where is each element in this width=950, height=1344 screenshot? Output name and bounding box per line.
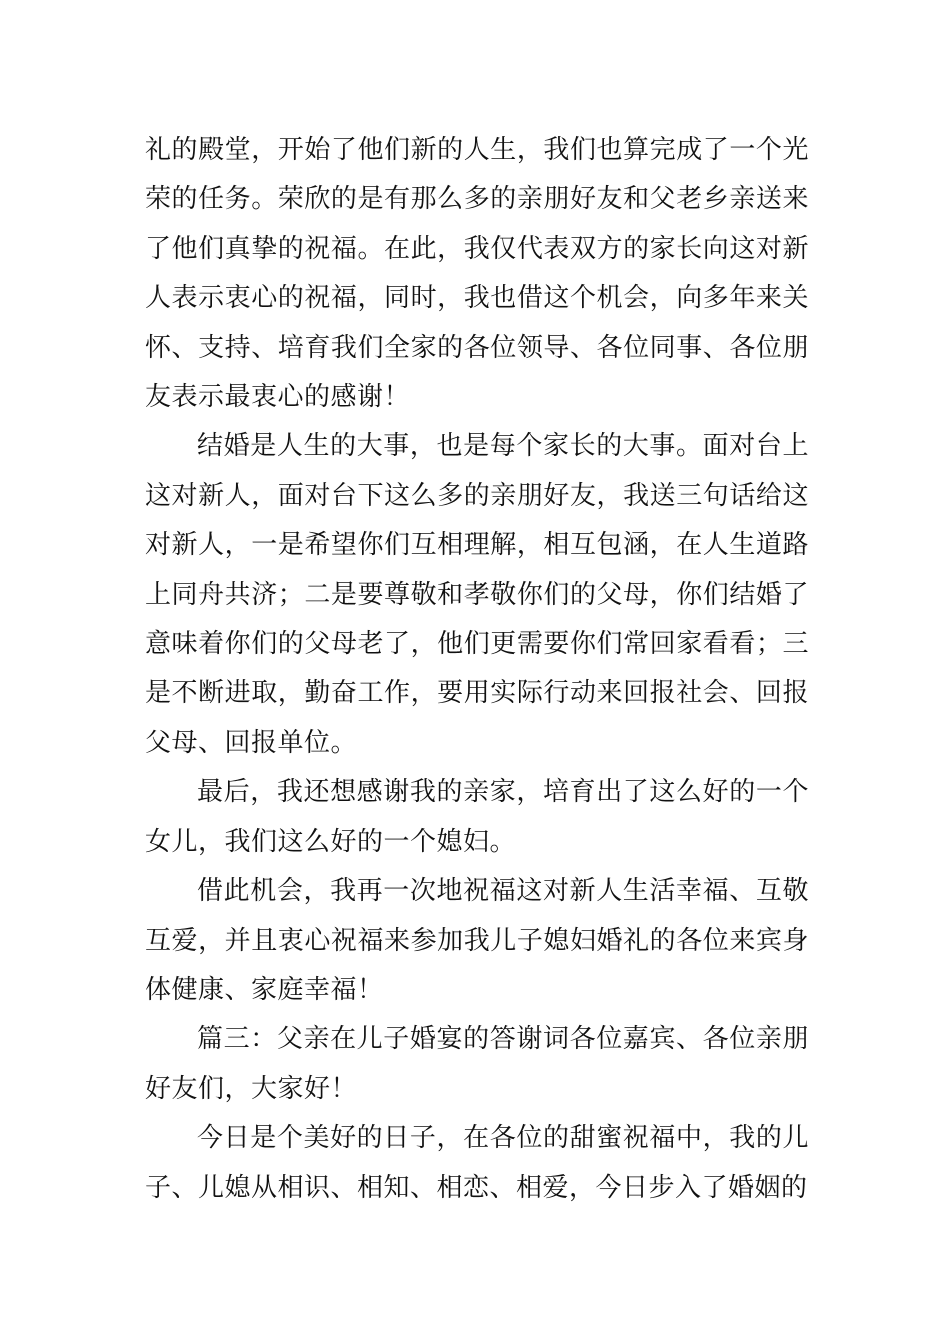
paragraph-4: 借此机会，我再一次地祝福这对新人生活幸福、互敬互爱，并且衷心祝福来参加我儿子媳妇婚礼的各位来宾身体健康、家庭幸福！ [145,876,809,1005]
paragraph-3: 最后，我还想感谢我的亲家，培育出了这么好的一个女儿，我们这么好的一个媳妇。 [145,777,809,857]
paragraph-6: 今日是个美好的日子，在各位的甜蜜祝福中，我的儿子、儿媳从相识、相知、相恋、相爱，今日步入了婚姻的 [145,1123,809,1203]
document-body [145,126,809,1213]
paragraph-2: 结婚是人生的大事，也是每个家长的大事。面对台上这对新人，面对台下这么多的亲朋好友，我送三句话给这对新人，一是希望你们互相理解，相互包涵，在人生道路上同舟共济；二是要尊敬和孝敬你们的父母，你们结婚了意味着你们的父母老了，他们更需要你们常回家看看；三是不断进取，勤奋工作，要用实际行动来回报社会、回报父母、回报单位。 [145,431,809,758]
paragraph-1: 礼的殿堂，开始了他们新的人生，我们也算完成了一个光荣的任务。荣欣的是有那么多的亲朋好友和父老乡亲送来了他们真挚的祝福。在此，我仅代表双方的家长向这对新人表示衷心的祝福，同时，我也借这个机会，向多年来关怀、支持、培育我们全家的各位领导、各位同事、各位朋友表示最衷心的感谢！ [145,135,809,413]
paragraph-5: 篇三：父亲在儿子婚宴的答谢词各位嘉宾、各位亲朋好友们，大家好！ [145,1024,809,1104]
